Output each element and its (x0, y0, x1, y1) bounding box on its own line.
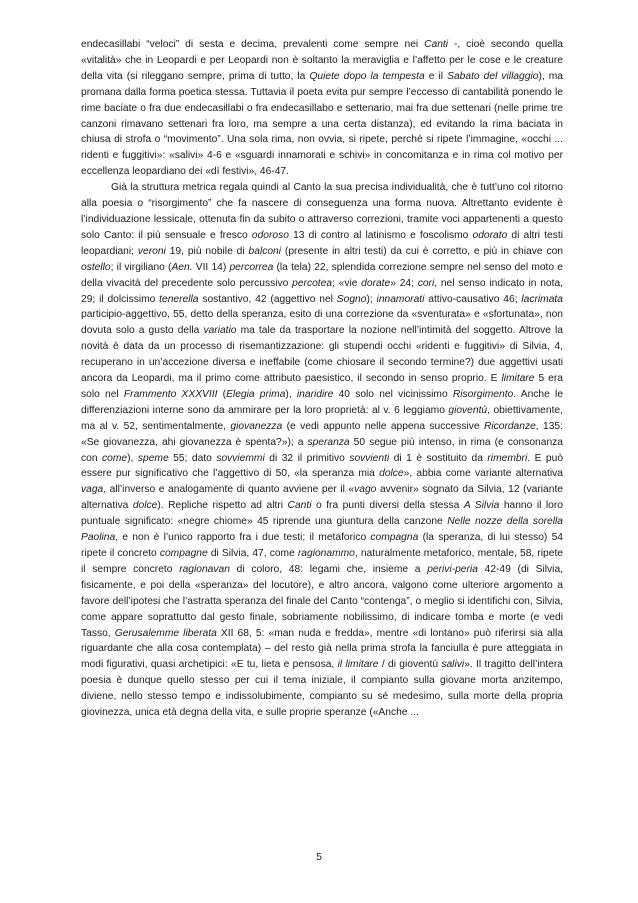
text-run: 40 solo nel vicinissimo (333, 388, 453, 400)
text-run: di 32 il primitivo (264, 452, 350, 464)
italic-text: odoroso (251, 229, 289, 241)
text-run: , nel senso indicato in nota, 29; il dolcissimo (81, 277, 563, 305)
italic-text: compagne (159, 548, 208, 559)
text-run: » 24; (390, 277, 418, 289)
italic-text: giovanezza (230, 420, 283, 432)
text-run: / di gioventú (378, 659, 442, 671)
italic-text: A Silvia (463, 500, 500, 512)
text-run: ). Repliche rispetto ad altri (157, 500, 288, 512)
italic-text: gioventù (448, 404, 488, 416)
italic-text: variatio (203, 325, 237, 337)
text-run: , e non è l’unico rapporto fra i due testi; il metaforico (115, 532, 371, 544)
text-run: ( (217, 388, 227, 400)
text-run: . Anche le differenziazioni interne sono da ammirare per la loro proprietà: al v. 6 leggiamo (81, 388, 564, 416)
italic-text: speme (137, 452, 169, 464)
italic-text: Sabato del villaggio (447, 70, 539, 82)
italic-text: perivi-peria (427, 563, 478, 575)
text-run: ), ma promana dalla forma poetica stessa. Tuttavia il poeta evita pur sempre l’eccesso di cantabilità ponendo le rime baciate o fra due endecasillabi o fra endecasillabo e settenario, mai fra due settenari (nelle prime tre canzoni rimavano settenari fra loro, ma sempre a una certa distanza), ed evitando la rima baciata in chiusa di strofa o “movimento”. Una sola rima, non ovvia, si ripete, perché si ripete l’immagine, «occhi ... ridenti e fuggitivi»: «salivi» 4-6 e «sguardi innamorati e schivi» in concomitanza e in rima col motivo per eccellenza leopardiano dei «dí festivi», 46-47. (81, 70, 563, 178)
italic-text: limitare (501, 373, 535, 385)
italic-text: veroni (137, 245, 166, 257)
italic-text: balconi (248, 245, 282, 257)
text-run: », abbia come variante alternativa (403, 468, 564, 480)
text-run: hanno il loro puntuale significato: «negre chiome» 45 riprende una giuntura della canzone (81, 500, 563, 528)
text-run: VII 14) (192, 261, 230, 273)
text-run: ), (127, 452, 138, 464)
italic-text: Canti (424, 39, 449, 50)
text-run: (la tela) 22, splendida correzione sempre nel senso del moto e della vivacità del precedente solo percussivo (81, 261, 563, 289)
text-run: di Silvia, 47, come (207, 548, 298, 559)
italic-text: vaga (81, 484, 104, 496)
text-run: ), (285, 388, 297, 400)
italic-text: ragionavan (179, 563, 230, 575)
italic-text: innamorati (376, 293, 425, 305)
italic-text: speranza (307, 436, 350, 448)
italic-text: Risorgimento (452, 388, 514, 400)
italic-text: percotea (292, 277, 333, 289)
text-run: -, cioè secondo quella «vitalità» che in Leopardi e per Leopardi non è soltanto la meraviglia e l’affetto per le cose e le creature della vita (si rileggano sempre, prima di tutto, la (81, 39, 563, 82)
text-run: 42-49 (di Silvia, fisicamente, e poi della «speranza» del locutore), e altro ancora, valgono come ulteriore argomento a favore dell’ipotesi che l’astratta speranza del finale del Canto “contenga”, o meglio si identifichi con, Silvia, come appare soprattutto dal gesto finale, sobriamente nobilissimo, di indicare tomba e morte (e vedi Tasso, (81, 563, 563, 639)
text-run: XII 68, 5: «man nuda e fredda», mentre «di lontano» può riferirsi sia alla riguardante che alla cosa contemplata) – del resto già nella prima strofa la fanciulla è pure atteggiata in modi figurativi, quasi archetipici: «E tu, lieta e pensosa, (81, 627, 563, 671)
text-run: participio-aggettivo, 55, detto della speranza, esito di una correzione da «sventurata» e «sfortunata», non dovuta solo a gusto della (81, 309, 563, 337)
text-run: . E può essere pur significativo che l’aggettivo di 50, «la speranza mia (81, 452, 564, 480)
italic-text: dorate (361, 277, 391, 289)
text-run: (e vedi appunto nelle appena successive (282, 420, 484, 432)
italic-text: Sogno (336, 293, 367, 305)
page-number: 5 (316, 851, 322, 863)
text-run: ». Il tragitto dell’intera poesia è dunque quello stesso per cui il tema iniziale, il compianto sulla giovane morta anzitempo, diviene, nello stesso tempo e indissolubimente, compianto su sé medesimo, sulla morte della propria giovinezza, unica età degna della vita, e sulle proprie speranze («Anche ... (81, 659, 563, 719)
italic-text: odorato (472, 229, 508, 241)
italic-text: compagna (370, 532, 419, 544)
text-run: di altri testi leopardiani; (81, 229, 563, 257)
italic-text: Ricordanze (483, 420, 536, 432)
text-run: 55; dato (168, 452, 217, 464)
italic-text: salivi (441, 659, 465, 671)
italic-text: Frammento XXXVIII (123, 388, 218, 400)
text-run: , 135: «Se giovanezza, ahi giovanezza è spenta?»); a (81, 420, 563, 448)
text-run: di coloro, 48: legami che, insieme a (229, 563, 428, 575)
text-run: (la speranza, di lui stesso) 54 ripete il concreto (81, 532, 563, 559)
italic-text: Quiete dopo la tempesta (309, 70, 425, 82)
italic-text: percorrea (229, 261, 274, 273)
italic-text: il limitare (337, 659, 379, 671)
italic-text: ostello (81, 261, 111, 273)
italic-text: Nelle nozze della sorella Paolina (81, 516, 564, 544)
italic-text: Elegia prima (226, 388, 286, 400)
body-text (81, 37, 563, 721)
body-paragraph (81, 37, 563, 180)
text-run: o fra punti diversi della stessa (311, 500, 464, 512)
italic-text: sovvienti (349, 452, 390, 464)
text-run: 50 segue più intenso, in rima (e consonanza con (81, 436, 563, 464)
body-paragraph (81, 180, 563, 721)
text-run: ); (366, 293, 377, 305)
text-run: ; il virgiliano ( (110, 261, 172, 273)
text-run: ; «vie (332, 277, 362, 289)
italic-text: rimembri (487, 452, 528, 464)
text-run: ma tale da trasportare la nozione nell’intimità del soggetto. Altrove la novità è data da un processo di risemantizzazione: gli stupendi occhi «ridenti e fuggitivi» di Silvia, 4, recuperano in un’accezione diversa e ineffabile (come chiosare il secondo termine?) due aggettivi usati ancora da Leopardi, ma il primo come attributo paesistico, il secondo in senso proprio. E (81, 325, 563, 385)
text-run: e il (424, 70, 448, 82)
text-run: Già la struttura metrica regala quindi al Canto la sua precisa individualità, che è tutt’uno col ritorno alla poesia o “risorgimento” che fa nascere di conseguenza una forma nuova. Altrettanto evidente è l’individuazione lessicale, ottenuta fin da subito o attraverso correzioni, tramite voci appartenenti a questo solo Canto: il più sensuale e fresco (81, 182, 563, 241)
italic-text: Canti (287, 500, 312, 512)
text-run: 13 di contro al latinismo e foscolismo (288, 229, 473, 241)
text-run: , naturalmente metaforico, mentale, 58, ripete il sempre concreto (81, 548, 563, 575)
text-run: avvenir» sognato da Silvia, 12 (variante alternativa (81, 484, 564, 512)
italic-text: dolce (379, 468, 404, 480)
italic-text: dolce (132, 500, 158, 512)
italic-text: lacrimata (521, 293, 563, 305)
italic-text: inaridire (296, 388, 334, 400)
italic-text: ragionammo (297, 548, 355, 559)
document-page (81, 37, 563, 721)
text-run: attivo-causativo 46; (424, 293, 522, 305)
text-run: , obiettivamente, ma al v. 52, sentimentalmente, (81, 404, 563, 432)
text-run: , all’inverso e analogamente di quanto avviene per il « (103, 484, 355, 496)
italic-text: come (102, 452, 128, 464)
italic-text: sovviemmi (216, 452, 265, 464)
italic-text: Gerusalemme liberata (114, 627, 217, 639)
italic-text: Aen. (171, 261, 193, 273)
italic-text: vago (354, 484, 377, 496)
text-run: 5 era solo nel (81, 373, 563, 400)
text-run: di 1 è sostituito da (389, 452, 488, 464)
text-run: 19, più nobile di (165, 245, 249, 257)
italic-text: cori (417, 277, 435, 289)
text-run: sostantivo, 42 (aggettivo nel (198, 293, 337, 305)
text-run: endecasillabi “veloci” di sesta e decima, prevalenti come sempre nei (81, 39, 425, 50)
italic-text: tenerella (159, 293, 199, 305)
text-run: (presente in altri testi) da cui è corretto, e più in chiave con (281, 245, 563, 257)
